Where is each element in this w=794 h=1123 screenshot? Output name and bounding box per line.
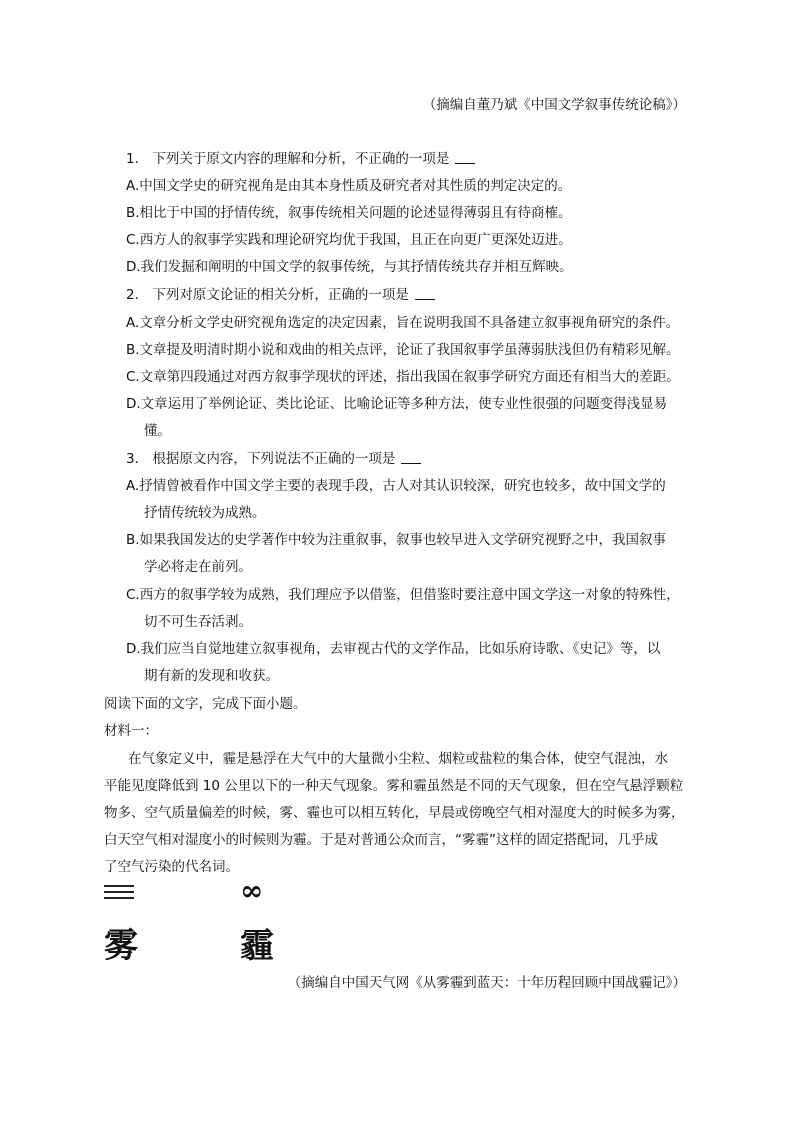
question-1-stem: 1. 下列关于原文内容的理解和分析，不正确的一项是 [126, 146, 475, 173]
source-citation-top: （摘编自董乃斌《中国文学叙事传统论稿》） [422, 97, 686, 113]
source-citation-bottom: （摘编自中国天气网《从雾霾到蓝天：十年历程回顾中国战霾记》） [287, 975, 686, 991]
question-3-option-d: D.我们应当自觉地建立叙事视角，去审视古代的文学作品，比如乐府诗歌、《史记》等，以 [126, 641, 661, 657]
question-2-option-b: B.文章提及明清时期小说和戏曲的相关点评，论证了我国叙事学虽薄弱肤浅但仍有精彩见解。 [126, 342, 680, 358]
question-1-option-c: C.西方人的叙事学实践和理论研究均优于我国，且正在向更广更深处迈进。 [126, 232, 572, 248]
question-2-option-c: C.文章第四段通过对西方叙事学现状的评述，指出我国在叙事学研究方面还有相当大的差距。 [126, 369, 680, 385]
material-paragraph-line: 平能见度降低到 10 公里以下的一种天气现象。雾和霾虽然是不同的天气现象，但在空气悬浮颗粒 [104, 778, 684, 794]
question-3-option-a: A.抒情曾被看作中国文学主要的表现手段，古人对其认识较深，研究也较多，故中国文学的 [126, 478, 666, 494]
question-3-option-d-cont: 期有新的发现和收获。 [144, 668, 279, 684]
question-1-option-a: A.中国文学史的研究视角是由其本身性质及研究者对其性质的判定决定的。 [126, 178, 572, 194]
question-3-stem: 3. 根据原文内容，下列说法不正确的一项是 [126, 446, 421, 473]
question-3-option-c: C.西方的叙事学较为成熟，我们理应予以借鉴，但借鉴时要注意中国文学这一对象的特殊性， [126, 587, 680, 603]
fog-character: 雾 [104, 926, 138, 966]
answer-blank[interactable] [401, 451, 421, 464]
question-2-option-d-cont: 懂。 [144, 423, 171, 439]
answer-blank[interactable] [455, 151, 475, 164]
answer-blank[interactable] [415, 287, 435, 300]
question-3-option-b: B.如果我国发达的史学著作中较为注重叙事，叙事也较早进入文学研究视野之中，我国叙事 [126, 532, 667, 548]
haze-symbol-icon: ∞ [240, 874, 264, 907]
haze-character: 霾 [240, 926, 274, 966]
material-paragraph-line: 白天空气相对湿度小的时候则为霾。于是对普通公众而言，“雾霾”这样的固定搭配词，几乎成 [104, 832, 658, 848]
reading-instruction: 阅读下面的文字，完成下面小题。 [104, 696, 307, 712]
question-2-option-d: D.文章运用了举例论证、类比论证、比喻论证等多种方法，使专业性很强的问题变得浅显易 [126, 396, 668, 412]
material-label: 材料一： [104, 723, 158, 739]
material-paragraph-line: 在气象定义中，霾是悬浮在大气中的大量微小尘粒、烟粒或盐粒的集合体，使空气混浊，水 [128, 751, 668, 767]
question-1-option-d: D.我们发掘和阐明的中国文学的叙事传统，与其抒情传统共存并相互辉映。 [126, 259, 573, 275]
question-3-option-b-cont: 学必将走在前列。 [144, 559, 252, 575]
question-2-stem: 2. 下列对原文论证的相关分析，正确的一项是 [126, 282, 435, 309]
question-3-option-a-cont: 抒情传统较为成熟。 [144, 505, 266, 521]
material-paragraph-line: 物多、空气质量偏差的时候，雾、霾也可以相互转化，早晨或傍晚空气相对湿度大的时候多为雾， [104, 805, 685, 821]
material-paragraph-line: 了空气污染的代名词。 [104, 859, 239, 875]
question-3-option-c-cont: 切不可生吞活剥。 [144, 614, 252, 630]
question-1-option-b: B.相比于中国的抒情传统，叙事传统相关问题的论述显得薄弱且有待商榷。 [126, 205, 572, 221]
fog-symbol-icon [104, 885, 134, 903]
question-2-option-a: A.文章分析文学史研究视角选定的决定因素，旨在说明我国不具备建立叙事视角研究的条件。 [126, 315, 680, 331]
